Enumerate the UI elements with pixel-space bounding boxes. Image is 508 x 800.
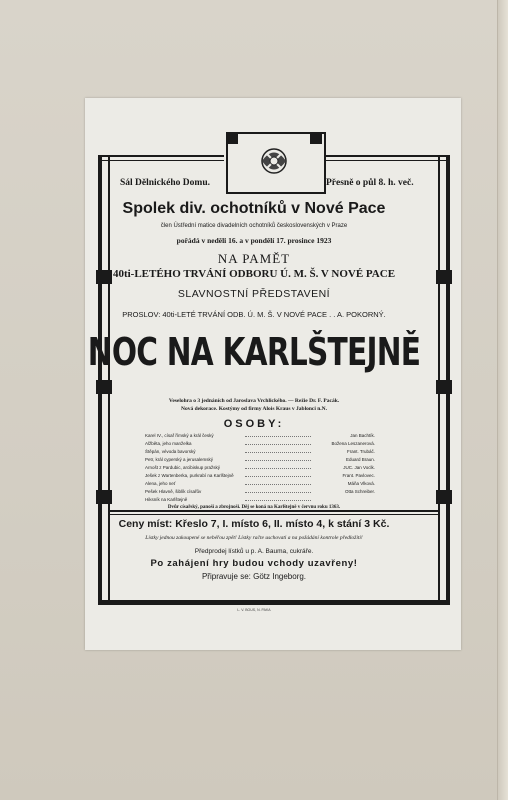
credits-line-2: Nová dekorace. Kostýmy od firmy Alois Kraus v Jablonci n.N. bbox=[180, 406, 328, 412]
ticket-note: Lístky jednou zakoupené se nebéřou zpět! Lístky račte uschovati a na požádání kontrole předložiti! bbox=[145, 535, 363, 541]
cast-role: Štěpán, vévoda bavorský bbox=[145, 449, 196, 454]
cast-leader-dots bbox=[245, 476, 311, 477]
right-ornament bbox=[436, 490, 452, 504]
cast-role: Pešek Hlavně, šiblík císařův bbox=[145, 489, 202, 494]
cast-actor: Eduard Braun. bbox=[345, 457, 375, 462]
cast-leader-dots bbox=[245, 452, 311, 453]
cast-actor: Božena Leszanerová. bbox=[331, 441, 375, 446]
crest-emblem-icon bbox=[253, 140, 295, 182]
left-ornament bbox=[96, 380, 112, 394]
cast-row bbox=[145, 497, 375, 505]
upcoming-text: Připravuje se: Götz Ingeborg. bbox=[201, 572, 307, 581]
cast-leader-dots bbox=[245, 484, 311, 485]
cast-actor: Jan Bachtík. bbox=[350, 433, 375, 438]
society-title: Spolek div. ochotníků v Nové Pace bbox=[122, 200, 386, 217]
cast-row bbox=[145, 473, 375, 481]
gala-text: SLAVNOSTNÍ PŘEDSTAVENÍ bbox=[177, 288, 331, 300]
credits-line-1: Veselohra o 3 jednáních od Jaroslava Vrchlického. — Režie Dr. F. Pacák. bbox=[168, 398, 340, 404]
cast-leader-dots bbox=[245, 460, 311, 461]
cast-row bbox=[145, 449, 375, 457]
separator-rule bbox=[110, 510, 438, 512]
cast-row bbox=[145, 441, 375, 449]
top-rule-right bbox=[324, 155, 450, 157]
cast-role: Petr, král cyperský a jerusalemský bbox=[145, 457, 214, 462]
bottom-rule bbox=[98, 600, 450, 605]
cast-actor: JUC. Jan Voclk. bbox=[343, 465, 375, 470]
crest-corner bbox=[310, 132, 322, 144]
printer-imprint: L. V. BOUS, N. PAKA bbox=[237, 608, 271, 612]
cast-role: Ješek z Wartenberka, purkrabí na Karlštejně bbox=[145, 473, 234, 478]
cast-heading: OSOBY: bbox=[223, 418, 285, 430]
top-rule-left-thin bbox=[98, 160, 224, 161]
crest-corner bbox=[226, 132, 238, 144]
cast-actor: Frant. Pavlovec. bbox=[342, 473, 375, 478]
cast-role: Karel IV., císař římský a král český bbox=[145, 433, 214, 438]
cast-leader-dots bbox=[245, 492, 311, 493]
dates-text: pořádá v neděli 16. a v pondělí 17. prosince 1923 bbox=[176, 236, 332, 245]
memorial-line-1: NA PAMĚT bbox=[217, 251, 291, 266]
separator-rule-thin bbox=[110, 514, 438, 515]
cast-role: Alena, jeho neť bbox=[145, 481, 176, 486]
cast-role: Arnošt z Pardubic, arcibiskup pražský bbox=[145, 465, 221, 470]
cast-actor: Frant. Trubáč. bbox=[346, 449, 375, 454]
top-rule-left bbox=[98, 155, 224, 157]
doors-closed-text: Po zahájení hry budou vchody uzavřeny! bbox=[150, 558, 358, 569]
cast-leader-dots bbox=[245, 468, 311, 469]
time-text: Přesně o půl 8. h. več. bbox=[326, 178, 414, 188]
member-text: člen Ústřední matice divadelních ochotníků československých v Praze bbox=[160, 223, 348, 229]
cast-row bbox=[145, 465, 375, 473]
memorial-line-2: 40ti-LETÉHO TRVÁNÍ ODBORU Ú. M. Š. V NOVÉ PACE bbox=[112, 268, 396, 280]
cast-leader-dots bbox=[245, 436, 311, 437]
presale-text: Předprodej lístků u p. A. Bauma, cukráře. bbox=[194, 548, 314, 555]
cast-row bbox=[145, 433, 375, 441]
prices-text: Ceny míst: Křeslo 7, I. místo 6, II. místo 4, k stání 3 Kč. bbox=[118, 518, 390, 530]
right-ornament bbox=[436, 380, 452, 394]
play-title: NOC NA KARLŠTEJNĚ bbox=[87, 330, 421, 374]
cast-leader-dots bbox=[245, 444, 311, 445]
cast-actor: Máňa Vlková. bbox=[347, 481, 375, 486]
cast-role: Alžběta, jeho manželka bbox=[145, 441, 192, 446]
cast-row bbox=[145, 489, 375, 497]
cast-row bbox=[145, 457, 375, 465]
left-ornament bbox=[96, 490, 112, 504]
cast-row bbox=[145, 481, 375, 489]
cast-role: Hiksník na Karlštejně bbox=[145, 497, 188, 502]
cast-leader-dots bbox=[245, 500, 311, 501]
top-rule-right-thin bbox=[324, 160, 450, 161]
setting-text: Dvůr císařský, panoší a zbrojnoši. Děj se koná na Karlštejně v červnu roku 1363. bbox=[167, 505, 341, 510]
prologue-text: PROSLOV: 40ti-LETÉ TRVÁNÍ ODB. Ú. M. Š. V NOVÉ PACE . . A. POKORNÝ. bbox=[122, 310, 386, 319]
venue-text: Sál Dělnického Domu. bbox=[120, 178, 210, 188]
cast-actor: Otta Schreiber. bbox=[344, 489, 375, 494]
